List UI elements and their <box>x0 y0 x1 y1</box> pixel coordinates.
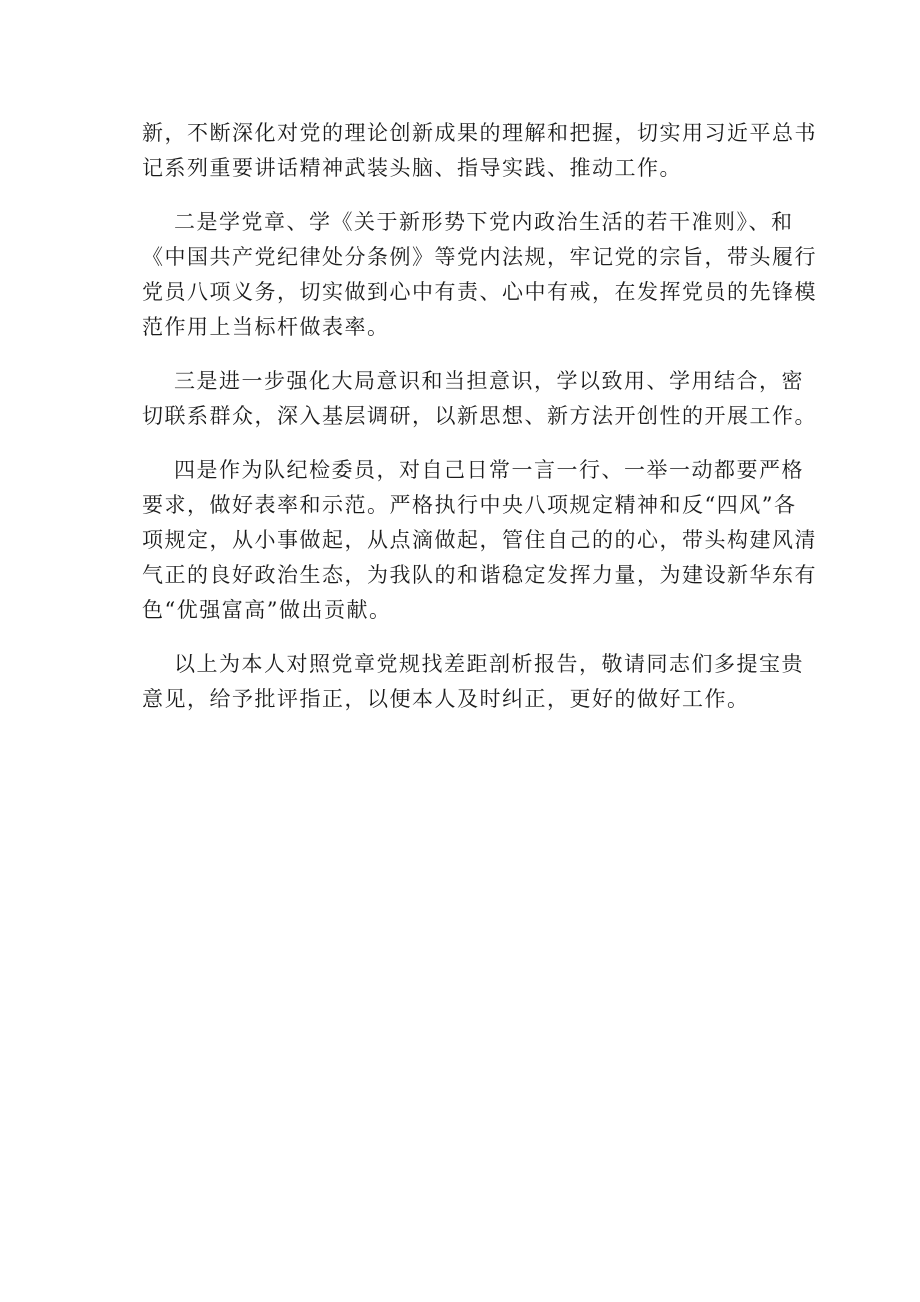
text-line: 要求，做好表率和示范。严格执行中央八项规定精神和反“四风”各 <box>142 493 797 517</box>
text-line: 四是作为队纪检委员，对自己日常一言一行、一举一动都要严格 <box>174 458 804 482</box>
text-line: 新，不断深化对党的理论创新成果的理解和把握，切实用习近平总书 <box>142 121 817 145</box>
text-line: 记系列重要讲话精神武装头脑、指导实践、推动工作。 <box>142 156 682 180</box>
text-line: 三是进一步强化大局意识和当担意识，学以致用、学用结合，密 <box>174 369 804 393</box>
text-line: 二是学党章、学《关于新形势下党内政治生活的若干准则》、和 <box>174 210 794 234</box>
text-line: 党员八项义务，切实做到心中有责、心中有戒，在发挥党员的先锋模 <box>142 280 817 304</box>
paragraph-item-three <box>142 364 817 434</box>
text-line: 以上为本人对照党章党规找差距剖析报告，敬请同志们多提宝贵 <box>174 652 804 676</box>
text-line: 范作用上当标杆做表率。 <box>142 315 390 339</box>
text-line: 《中国共产党纪律处分条例》等党内法规，牢记党的宗旨，带头履行 <box>142 245 817 269</box>
paragraph-item-two <box>142 205 817 345</box>
paragraph-item-four <box>142 453 817 628</box>
text-line: 气正的良好政治生态，为我队的和谐稳定发挥力量，为建设新华东有 <box>142 563 817 587</box>
text-line: 项规定，从小事做起，从点滴做起，管住自己的的心，带头构建风清 <box>142 528 817 552</box>
text-line: 色“优强富高”做出贡献。 <box>142 598 392 622</box>
paragraph-closing <box>142 647 804 717</box>
text-line: 意见，给予批评指正，以便本人及时纠正，更好的做好工作。 <box>142 687 750 711</box>
document-body <box>142 116 817 736</box>
text-line: 切联系群众，深入基层调研，以新思想、新方法开创性的开展工作。 <box>142 404 817 428</box>
paragraph-continuation <box>142 116 817 186</box>
